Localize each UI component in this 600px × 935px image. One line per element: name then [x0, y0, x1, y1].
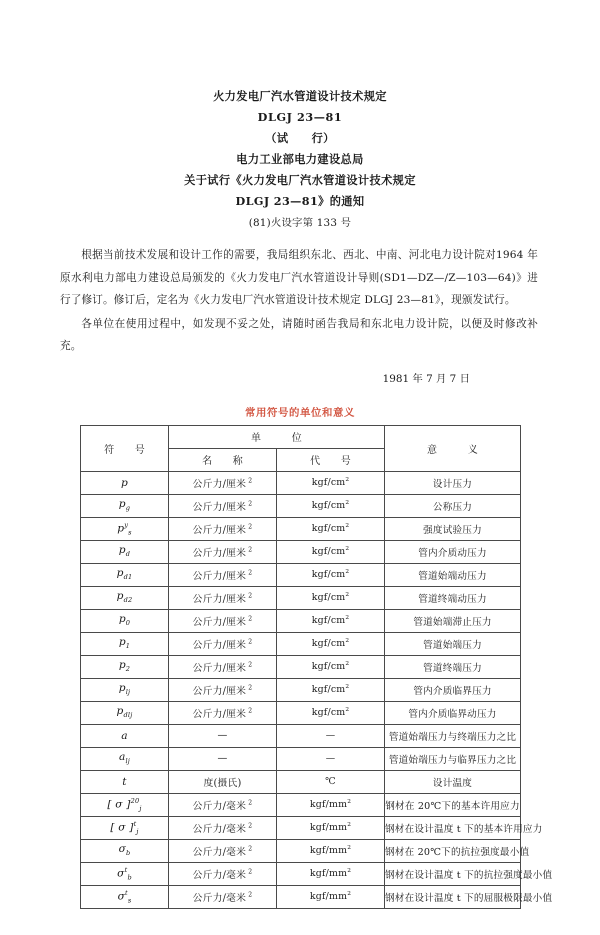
- cell-meaning: 管内介质临界动压力: [385, 701, 521, 724]
- cell-unit-name: 公斤力/毫米 $^2$: [169, 862, 277, 885]
- header-unit-group: 单 位: [169, 425, 385, 448]
- cell-meaning: 公称压力: [385, 494, 521, 517]
- cell-unit-name: 公斤力/厘米 $^2$: [169, 632, 277, 655]
- cell-unit-name: 公斤力/厘米 $^2$: [169, 517, 277, 540]
- cell-unit-code: kgf/$cm^2$: [277, 701, 385, 724]
- heading-line-trial: （试 行）: [265, 131, 335, 145]
- cell-symbol: $p_d$: [81, 540, 169, 563]
- cell-unit-name: 公斤力/厘米 $^2$: [169, 471, 277, 494]
- cell-unit-code: kgf/$mm^2$: [277, 862, 385, 885]
- cell-unit-name: 公斤力/厘米 $^2$: [169, 609, 277, 632]
- cell-meaning: 管道终端动压力: [385, 586, 521, 609]
- cell-unit-name: 公斤力/毫米 $^2$: [169, 816, 277, 839]
- cell-unit-name: 公斤力/厘米 $^2$: [169, 655, 277, 678]
- symbol-table: [80, 425, 553, 909]
- cell-meaning: 设计压力: [385, 471, 521, 494]
- table-row: [81, 747, 521, 770]
- cell-meaning: 管道始端滞止压力: [385, 609, 521, 632]
- table-row: [81, 678, 521, 701]
- cell-unit-code: kgf/$cm^2$: [277, 632, 385, 655]
- cell-meaning: 钢材在设计温度 t 下的抗拉强度最小值: [385, 862, 521, 885]
- cell-unit-name: 公斤力/厘米 $^2$: [169, 494, 277, 517]
- heading-line-standard-number: DLGJ 23—81: [257, 110, 343, 124]
- cell-unit-code: kgf/$cm^2$: [277, 678, 385, 701]
- cell-unit-name: 公斤力/毫米 $^2$: [169, 839, 277, 862]
- header-meaning: 意 义: [385, 425, 521, 471]
- cell-symbol: $\sigma^t_s$: [81, 885, 169, 908]
- cell-symbol: $p_1$: [81, 632, 169, 655]
- table-header-row-1: [81, 425, 521, 448]
- cell-symbol: $p_{dlj}$: [81, 701, 169, 724]
- cell-unit-code: kgf/$cm^2$: [277, 471, 385, 494]
- heading-line-issuer: 电力工业部电力建设总局: [236, 152, 364, 166]
- table-row: [81, 517, 521, 540]
- cell-unit-code: kgf/$cm^2$: [277, 609, 385, 632]
- cell-unit-name: 度(摄氏): [169, 770, 277, 793]
- cell-unit-code: kgf/$cm^2$: [277, 540, 385, 563]
- table-title: 常用符号的单位和意义: [245, 406, 355, 419]
- cell-unit-code: ℃: [277, 770, 385, 793]
- table-row: [81, 655, 521, 678]
- cell-unit-code: kgf/$mm^2$: [277, 839, 385, 862]
- heading-line-title: 火力发电厂汽水管道设计技术规定: [213, 89, 387, 103]
- cell-unit-code: kgf/$cm^2$: [277, 517, 385, 540]
- table-row: [81, 632, 521, 655]
- cell-unit-code: —: [277, 747, 385, 770]
- cell-unit-name: 公斤力/厘米 $^2$: [169, 701, 277, 724]
- cell-symbol: [ σ ]$^t_j$: [81, 816, 169, 839]
- table-row: [81, 563, 521, 586]
- table-row: [81, 494, 521, 517]
- cell-meaning: 设计温度: [385, 770, 521, 793]
- document-heading: [0, 86, 600, 234]
- cell-symbol: $\sigma_b$: [81, 839, 169, 862]
- cell-symbol: $p_{d1}$: [81, 563, 169, 586]
- cell-unit-name: 公斤力/毫米 $^2$: [169, 885, 277, 908]
- cell-unit-code: kgf/$mm^2$: [277, 793, 385, 816]
- cell-symbol: $p_2$: [81, 655, 169, 678]
- table-row: [81, 793, 521, 816]
- cell-unit-code: kgf/$mm^2$: [277, 885, 385, 908]
- cell-meaning: 管内介质动压力: [385, 540, 521, 563]
- cell-symbol: $p^y_s$: [81, 517, 169, 540]
- cell-symbol: $p_{d2}$: [81, 586, 169, 609]
- table-row: [81, 770, 521, 793]
- table-row: [81, 701, 521, 724]
- document-body: [0, 244, 600, 388]
- cell-meaning: 钢材在设计温度 t 下的基本许用应力: [385, 816, 521, 839]
- cell-unit-code: —: [277, 724, 385, 747]
- cell-unit-name: 公斤力/厘米 $^2$: [169, 586, 277, 609]
- cell-meaning: 管道始端压力与临界压力之比: [385, 747, 521, 770]
- cell-symbol: $p_{lj}$: [81, 678, 169, 701]
- document-number: (81)火设字第 133 号: [248, 217, 352, 229]
- table-row: [81, 862, 521, 885]
- cell-unit-code: kgf/$cm^2$: [277, 655, 385, 678]
- cell-unit-name: 公斤力/毫米 $^2$: [169, 793, 277, 816]
- heading-line-notice-2: DLGJ 23—81》的通知: [235, 194, 365, 208]
- cell-symbol: $\sigma^t_b$: [81, 862, 169, 885]
- symbol-table-wrapper: [80, 425, 553, 909]
- heading-line-notice-1: 关于试行《火力发电厂汽水管道设计技术规定: [184, 173, 416, 187]
- cell-meaning: 管道始端压力: [385, 632, 521, 655]
- cell-symbol: $p_g$: [81, 494, 169, 517]
- cell-unit-name: 公斤力/厘米 $^2$: [169, 540, 277, 563]
- paragraph-2: 各单位在使用过程中，如发现不妥之处，请随时函告我局和东北电力设计院，以便及时修改补充。: [60, 317, 538, 352]
- cell-unit-name: —: [169, 724, 277, 747]
- cell-unit-name: 公斤力/厘米 $^2$: [169, 563, 277, 586]
- table-row: [81, 609, 521, 632]
- paragraph-1: 根据当前技术发展和设计工作的需要，我局组织东北、西北、中南、河北电力设计院对1964 年原水利电力部电力建设总局颁发的《火力发电厂汽水管道设计导则(SD1—DZ—/Z—103—64)》进行了修订。修订后，定名为《火力发电厂汽水管道设计技术规定 DLGJ 23—81》，现颁发试行。: [60, 249, 538, 306]
- table-row: [81, 540, 521, 563]
- table-row: [81, 471, 521, 494]
- cell-meaning: 强度试验压力: [385, 517, 521, 540]
- table-row: [81, 816, 521, 839]
- header-unit-code: 代 号: [277, 448, 385, 471]
- cell-symbol: t: [81, 770, 169, 793]
- cell-meaning: 钢材在设计温度 t 下的屈服极限最小值: [385, 885, 521, 908]
- cell-unit-code: kgf/$cm^2$: [277, 494, 385, 517]
- header-symbol: 符 号: [81, 425, 169, 471]
- table-row: [81, 839, 521, 862]
- cell-unit-code: kgf/$mm^2$: [277, 816, 385, 839]
- cell-meaning: 钢材在 20℃下的基本许用应力: [385, 793, 521, 816]
- cell-symbol: [ σ ]$^{20}_j$: [81, 793, 169, 816]
- document-page: [0, 86, 600, 935]
- document-date: 1981 年 7 月 7 日: [382, 372, 470, 385]
- header-unit-name: 名 称: [169, 448, 277, 471]
- cell-symbol: a: [81, 724, 169, 747]
- symbol-table-body: [81, 471, 553, 908]
- cell-meaning: 管道终端压力: [385, 655, 521, 678]
- cell-meaning: 管道始端压力与终端压力之比: [385, 724, 521, 747]
- cell-meaning: 钢材在 20℃下的抗拉强度最小值: [385, 839, 521, 862]
- cell-unit-name: 公斤力/厘米 $^2$: [169, 678, 277, 701]
- table-row: [81, 885, 521, 908]
- cell-symbol: $p_0$: [81, 609, 169, 632]
- cell-unit-name: —: [169, 747, 277, 770]
- table-row: [81, 586, 521, 609]
- cell-meaning: 管内介质临界压力: [385, 678, 521, 701]
- cell-meaning: 管道始端动压力: [385, 563, 521, 586]
- cell-symbol: $a_{lj}$: [81, 747, 169, 770]
- cell-unit-code: kgf/$cm^2$: [277, 563, 385, 586]
- cell-symbol: p: [81, 471, 169, 494]
- cell-unit-code: kgf/$cm^2$: [277, 586, 385, 609]
- symbol-table-head: [81, 425, 521, 471]
- table-row: [81, 724, 521, 747]
